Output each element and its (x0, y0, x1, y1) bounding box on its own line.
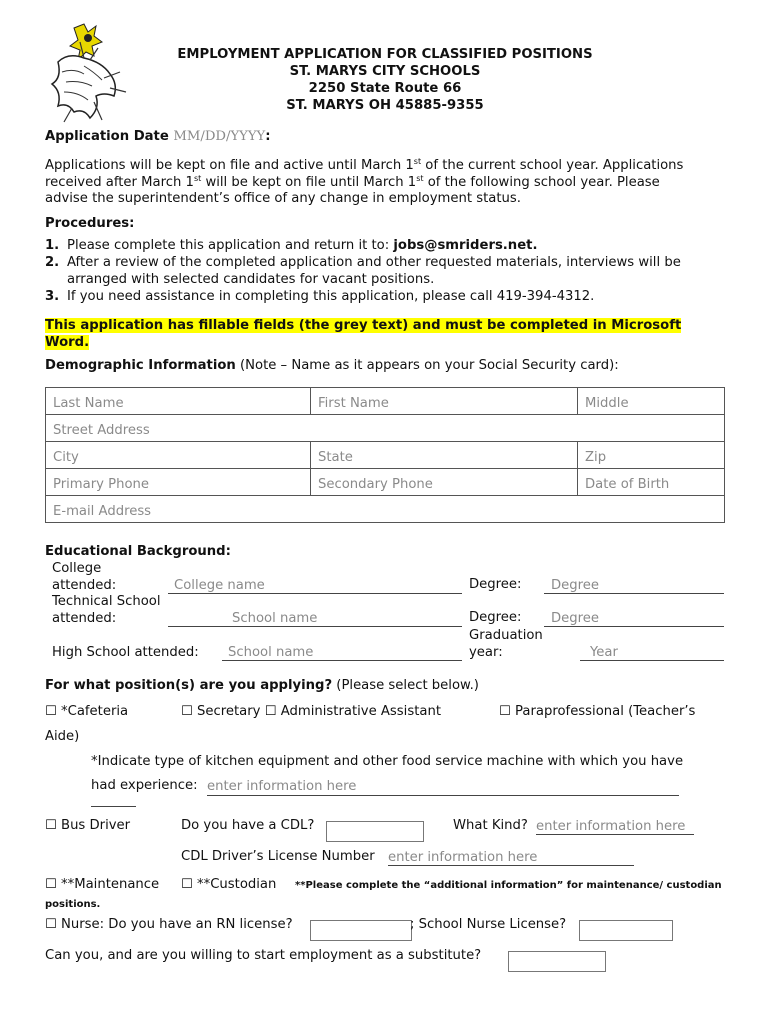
high-school-label: High School attended: (52, 645, 199, 660)
positions-heading: For what position(s) are you applying? (Please select below.) (45, 678, 479, 693)
cdl-license-field[interactable]: enter information here (388, 849, 634, 866)
zip-field[interactable]: Zip (578, 442, 725, 469)
maintenance-note-continued: positions. (45, 899, 101, 910)
demographic-heading: Demographic Information (Note – Name as it appears on your Social Security card): (45, 358, 619, 373)
procedure-item: 2. After a review of the completed application and other requested materials, interviews will be arranged with selected candidates for vacant positions. (45, 255, 681, 287)
technical-school-field[interactable]: School name (168, 610, 462, 627)
kitchen-equipment-prompt: *Indicate type of kitchen equipment and other food service machine with which you have (91, 754, 684, 769)
graduation-year-field[interactable]: Year (580, 644, 724, 661)
cafeteria-option[interactable]: ☐ *Cafeteria (45, 704, 129, 719)
technical-school-label: Technical School attended: (52, 594, 161, 626)
application-date-label: Application Date (45, 129, 174, 144)
header-address: 2250 State Route 66 (308, 81, 462, 96)
kitchen-experience-label: had experience: (91, 778, 198, 793)
checkbox-icon[interactable]: ☐ (181, 877, 193, 892)
cdl-kind-field[interactable]: enter information here (536, 818, 694, 835)
procedure-item: 3. If you need assistance in completing this application, please call 419-394-4312. (45, 289, 595, 304)
cdl-question: Do you have a CDL? (181, 818, 315, 833)
secondary-phone-field[interactable]: Secondary Phone (311, 469, 578, 496)
procedures-title: Procedures: (45, 216, 135, 231)
last-name-field[interactable]: Last Name (46, 388, 311, 415)
cdl-license-label: CDL Driver’s License Number (181, 849, 375, 864)
checkbox-icon[interactable]: ☐ (499, 704, 511, 719)
application-date-row: Application Date MM/DD/YYYY: (45, 129, 271, 144)
contact-email: jobs@smriders.net. (393, 238, 538, 253)
paraprofessional-option[interactable]: ☐ Paraprofessional (Teacher’s (499, 704, 696, 719)
bus-driver-option[interactable]: ☐ Bus Driver (45, 818, 131, 833)
header-title: EMPLOYMENT APPLICATION FOR CLASSIFIED POSITIONS (177, 47, 593, 62)
administrative-assistant-option[interactable]: Administrative Assistant (280, 704, 441, 719)
kitchen-experience-field[interactable]: enter information here (207, 778, 679, 796)
maintenance-option[interactable]: ☐ **Maintenance (45, 877, 160, 892)
cdl-answer-box[interactable] (326, 821, 424, 842)
secretary-option[interactable]: ☐ Secretary ☐ Administrative Assistant (181, 704, 441, 719)
tech-degree-label: Degree: (469, 610, 522, 625)
rn-license-box[interactable] (310, 920, 412, 941)
state-field[interactable]: State (311, 442, 578, 469)
college-degree-label: Degree: (469, 577, 522, 592)
nurse-option[interactable]: ☐ Nurse: Do you have an RN license? (45, 917, 293, 932)
primary-phone-field[interactable]: Primary Phone (46, 469, 311, 496)
graduation-year-label: Graduation year: (469, 628, 543, 660)
checkbox-icon[interactable]: ☐ (45, 818, 57, 833)
paraprofessional-continued: Aide) (45, 729, 80, 744)
first-name-field[interactable]: First Name (311, 388, 578, 415)
maintenance-note: **Please complete the “additional information” for maintenance/ custodian (295, 880, 722, 891)
procedure-item: 1. Please complete this application and return it to: jobs@smriders.net. (45, 238, 538, 253)
checkbox-icon[interactable]: ☐ (264, 704, 277, 719)
middle-name-field[interactable]: Middle (578, 388, 725, 415)
document-header (100, 46, 670, 114)
checkbox-icon[interactable]: ☐ (45, 704, 57, 719)
header-city: ST. MARYS OH 45885-9355 (286, 98, 484, 113)
email-field[interactable]: E-mail Address (46, 496, 725, 523)
application-date-field[interactable]: MM/DD/YYYY (173, 129, 266, 144)
college-name-field[interactable]: College name (168, 577, 462, 594)
high-school-field[interactable]: School name (222, 644, 462, 661)
substitute-question: Can you, and are you willing to start employment as a substitute? (45, 948, 482, 963)
checkbox-icon[interactable]: ☐ (181, 704, 193, 719)
education-heading: Educational Background: (45, 544, 231, 559)
field-continuation-line (91, 806, 136, 807)
retention-paragraph: Applications will be kept on file and active until March 1st of the current school year. Applications received after March 1st will be kept on file until March 1st of the following school year. Please advise the superintendent’s office of any change in employment status. (45, 157, 684, 206)
school-nurse-license-box[interactable] (579, 920, 673, 941)
fillable-notice: This application has fillable fields (the grey text) and must be completed in Microsoft Word. (45, 318, 682, 350)
checkbox-icon[interactable]: ☐ (45, 877, 57, 892)
college-label: College attended: (52, 561, 117, 593)
college-degree-field[interactable]: Degree (544, 577, 724, 594)
date-of-birth-field[interactable]: Date of Birth (578, 469, 725, 496)
street-address-field[interactable]: Street Address (46, 415, 725, 442)
custodian-option[interactable]: ☐ **Custodian (181, 877, 277, 892)
checkbox-icon[interactable]: ☐ (45, 917, 57, 932)
header-district: ST. MARYS CITY SCHOOLS (289, 64, 481, 79)
school-nurse-license-label: ; School Nurse License? (410, 917, 567, 932)
cdl-kind-label: What Kind? (453, 818, 528, 833)
tech-degree-field[interactable]: Degree (544, 610, 724, 627)
city-field[interactable]: City (46, 442, 311, 469)
demographic-table (45, 387, 725, 523)
substitute-answer-box[interactable] (508, 951, 606, 972)
